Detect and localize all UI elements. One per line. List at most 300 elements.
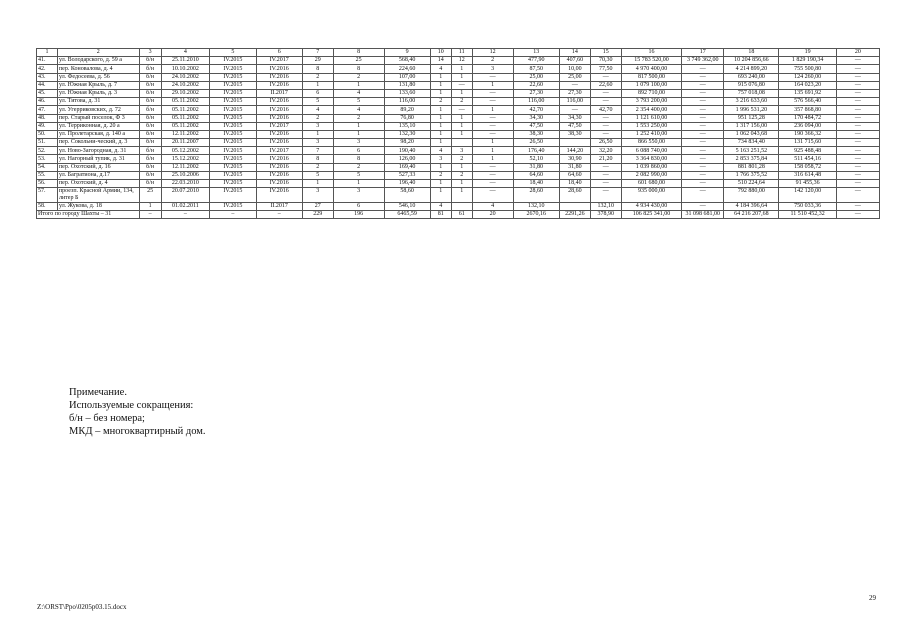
table-cell: 38,30 (559, 130, 590, 138)
table-cell: 45. (37, 89, 58, 97)
table-cell: б/н (139, 163, 161, 171)
table-cell: 693 240,00 (724, 73, 779, 81)
table-cell: 15 783 520,00 (621, 57, 682, 65)
table-cell: 18,40 (559, 180, 590, 188)
table-cell: 18 (724, 49, 779, 57)
table-cell: 132,30 (384, 130, 430, 138)
table-cell: 77,50 (590, 65, 621, 73)
table-cell: 8 (333, 49, 384, 57)
table-cell: 4 (430, 147, 451, 155)
table-cell: — (451, 81, 472, 89)
table-cell: 2670,16 (513, 211, 559, 219)
table-cell: б/н (139, 114, 161, 122)
table-cell: 05.11.2002 (161, 114, 210, 122)
table-cell: 4 184 396,64 (724, 202, 779, 210)
table-cell: 20 (836, 49, 879, 57)
table-cell: 2291,26 (559, 211, 590, 219)
table-cell: IV.2016 (256, 114, 302, 122)
table-cell: — (590, 122, 621, 130)
table-cell: 10 (430, 49, 451, 57)
table-cell: 19 (779, 49, 836, 57)
table-cell: ул. Нагорный тупик, д. 31 (57, 155, 139, 163)
table-row (37, 98, 880, 106)
table-cell: — (559, 81, 590, 89)
table-cell: 5 (302, 98, 333, 106)
table-cell: 11 (451, 49, 472, 57)
table-cell: 3 (333, 139, 384, 147)
table-cell: 98,20 (384, 139, 430, 147)
table-cell: — (472, 73, 513, 81)
table-cell: 133,60 (384, 89, 430, 97)
table-cell: IV.2016 (256, 188, 302, 203)
table-cell: 3 (139, 49, 161, 57)
table-cell: 1 (430, 163, 451, 171)
table-cell: 4 (333, 89, 384, 97)
table-cell: 15.12.2002 (161, 155, 210, 163)
table-cell: — (472, 130, 513, 138)
table-row (37, 139, 880, 147)
table-cell: 76,80 (384, 114, 430, 122)
table-row (37, 73, 880, 81)
table-cell: 1 (430, 122, 451, 130)
table-cell: Итого по городу Шахты – 31 (37, 211, 140, 219)
table-cell: 757 018,08 (724, 89, 779, 97)
table-cell: — (472, 163, 513, 171)
table-cell: 34,30 (513, 114, 559, 122)
table-cell: 1 (472, 106, 513, 114)
table-cell: 8 (302, 65, 333, 73)
table-cell: — (472, 89, 513, 97)
table-cell: IV.2016 (256, 98, 302, 106)
table-cell: 135 691,92 (779, 89, 836, 97)
table-cell: 55. (37, 171, 58, 179)
table-cell: IV.2015 (210, 98, 256, 106)
table-cell: 190,40 (384, 147, 430, 155)
table-cell: — (836, 106, 879, 114)
table-cell: б/н (139, 57, 161, 65)
table-cell: 12 (451, 57, 472, 65)
table-cell: 18,40 (513, 180, 559, 188)
table-cell: б/н (139, 171, 161, 179)
table-cell: — (836, 211, 879, 219)
table-cell: ул. Терриконная, д. 20 а (57, 122, 139, 130)
table-row (37, 57, 880, 65)
table-row (37, 89, 880, 97)
table-cell: 10.10.2002 (161, 65, 210, 73)
table-cell: 1 (430, 73, 451, 81)
table-cell: IV.2016 (256, 171, 302, 179)
table-cell: IV.2015 (210, 139, 256, 147)
table-cell: — (836, 163, 879, 171)
table-cell: – (139, 211, 161, 219)
table-cell: 58,60 (384, 188, 430, 203)
table-cell: 1 (302, 130, 333, 138)
table-cell: 1 829 190,34 (779, 57, 836, 65)
table-cell: проезп. Красной Армии, 134, литер Б (57, 188, 139, 203)
table-cell: 126,00 (384, 155, 430, 163)
table-cell: 22.03.2010 (161, 180, 210, 188)
table-cell: 1 317 156,00 (724, 122, 779, 130)
table-cell: — (836, 171, 879, 179)
table-cell: 28,60 (559, 188, 590, 203)
table-cell: 42,70 (590, 106, 621, 114)
table-row (37, 130, 880, 138)
table-cell: 70,30 (590, 57, 621, 65)
table-cell: 29 (302, 57, 333, 65)
table-cell: — (682, 114, 724, 122)
table-cell: II.2017 (256, 89, 302, 97)
table-cell: 25,00 (513, 73, 559, 81)
table-cell: 2 (472, 57, 513, 65)
table-cell: 3 216 633,60 (724, 98, 779, 106)
table-cell: 3 749 362,00 (682, 57, 724, 65)
table-cell: 17 (682, 49, 724, 57)
table-row (37, 147, 880, 155)
table-row (37, 155, 880, 163)
table-cell: 196 (333, 211, 384, 219)
table-cell: 316 614,48 (779, 171, 836, 179)
table-cell: 7 (302, 147, 333, 155)
file-path-footer: Z:\ORST\Ppo\0205p03.15.docx (37, 603, 127, 611)
table-cell: 1 (451, 73, 472, 81)
table-cell: IV.2015 (210, 114, 256, 122)
table-cell: – (161, 211, 210, 219)
table-cell: — (472, 98, 513, 106)
register-table-body (37, 49, 880, 219)
table-cell: 116,00 (559, 98, 590, 106)
table-cell: 58. (37, 202, 58, 210)
table-cell: — (472, 114, 513, 122)
table-cell: 22,60 (590, 81, 621, 89)
page-number: 29 (869, 594, 876, 602)
table-cell: 4 (333, 106, 384, 114)
table-cell: 176,40 (513, 147, 559, 155)
table-cell: 1 (37, 49, 58, 57)
table-cell: 34,30 (559, 114, 590, 122)
table-cell: 378,90 (590, 211, 621, 219)
table-cell: 6 (256, 49, 302, 57)
table-cell: ул. Володарского, д. 59 а (57, 57, 139, 65)
table-cell: IV.2017 (256, 57, 302, 65)
table-cell: 124 260,00 (779, 73, 836, 81)
table-cell: 26,50 (513, 139, 559, 147)
table-cell: 2 (430, 98, 451, 106)
table-cell: 8 (302, 155, 333, 163)
table-cell: IV.2015 (210, 122, 256, 130)
table-row (37, 188, 880, 203)
table-cell: 1 553 250,00 (621, 122, 682, 130)
table-cell: 2 853 375,84 (724, 155, 779, 163)
table-cell: IV.2015 (210, 202, 256, 210)
table-cell: — (472, 180, 513, 188)
table-cell: 568,40 (384, 57, 430, 65)
table-cell: 1 (430, 114, 451, 122)
table-cell: 5 (302, 171, 333, 179)
table-cell: 357 868,80 (779, 106, 836, 114)
table-row (37, 106, 880, 114)
table-cell: 8 (333, 65, 384, 73)
table-cell: 64,60 (513, 171, 559, 179)
table-cell: 1 (333, 180, 384, 188)
table-cell: 50. (37, 130, 58, 138)
note-line: б/н – без номера; (69, 413, 145, 424)
table-cell: 4 970 400,00 (621, 65, 682, 73)
table-cell: б/н (139, 155, 161, 163)
table-cell: 3 (302, 188, 333, 203)
table-cell: 01.02.2011 (161, 202, 210, 210)
table-cell: 2 (57, 49, 139, 57)
table-cell: IV.2016 (256, 81, 302, 89)
table-cell: 236 094,00 (779, 122, 836, 130)
table-cell: 41. (37, 57, 58, 65)
table-cell: — (836, 155, 879, 163)
table-cell: 4 (161, 49, 210, 57)
table-cell: 510 224,64 (724, 180, 779, 188)
table-cell: 43. (37, 73, 58, 81)
table-cell: IV.2015 (210, 180, 256, 188)
table-cell: 29.10.2002 (161, 89, 210, 97)
table-cell: ул. Федосеева, д. 56 (57, 73, 139, 81)
table-cell: IV.2016 (256, 130, 302, 138)
table-cell: 51. (37, 139, 58, 147)
table-cell: IV.2017 (256, 122, 302, 130)
table-cell: — (836, 122, 879, 130)
table-cell: пер. Охотский, д. 16 (57, 163, 139, 171)
table-cell: 27,30 (559, 89, 590, 97)
table-cell: 1 079 100,00 (621, 81, 682, 89)
table-cell: 6 088 740,00 (621, 147, 682, 155)
table-cell: 26,50 (590, 139, 621, 147)
table-cell: IV.2015 (210, 188, 256, 203)
table-cell: ул. Ново-Загородная, д. 31 (57, 147, 139, 155)
table-cell: 935 000,00 (621, 188, 682, 203)
table-cell: 4 214 899,20 (724, 65, 779, 73)
table-cell: — (682, 130, 724, 138)
table-cell: — (682, 106, 724, 114)
table-cell: — (836, 188, 879, 203)
table-cell: 49. (37, 122, 58, 130)
table-total-row (37, 211, 880, 219)
table-cell: б/н (139, 98, 161, 106)
table-cell: 89,20 (384, 106, 430, 114)
table-cell: IV.2016 (256, 73, 302, 81)
table-cell: IV.2015 (210, 57, 256, 65)
table-cell: — (836, 139, 879, 147)
table-cell: 196,40 (384, 180, 430, 188)
table-cell: 1 (472, 139, 513, 147)
table-cell: – (256, 211, 302, 219)
table-cell: б/н (139, 122, 161, 130)
table-cell: 951 125,28 (724, 114, 779, 122)
table-cell: IV.2015 (210, 171, 256, 179)
table-cell: 106 825 341,00 (621, 211, 682, 219)
table-cell: 1 (451, 130, 472, 138)
table-cell: 4 (430, 202, 451, 210)
table-cell: 47,50 (513, 122, 559, 130)
table-cell: 755 500,80 (779, 65, 836, 73)
table-cell: 1 039 860,00 (621, 163, 682, 171)
table-cell: ул. Пролетарская, д. 140 а (57, 130, 139, 138)
table-cell: 1 (451, 163, 472, 171)
table-cell: 10,00 (559, 65, 590, 73)
table-cell: 1 (451, 188, 472, 203)
table-cell: — (836, 114, 879, 122)
table-cell: 91 455,36 (779, 180, 836, 188)
table-cell: — (836, 130, 879, 138)
table-cell: 131,80 (384, 81, 430, 89)
table-cell: 14 (559, 49, 590, 57)
table-cell: 6 (302, 89, 333, 97)
table-cell: 52. (37, 147, 58, 155)
table-cell: IV.2015 (210, 73, 256, 81)
table-cell: IV.2016 (256, 163, 302, 171)
table-cell: IV.2015 (210, 65, 256, 73)
table-cell: 2 (333, 163, 384, 171)
table-cell: 57. (37, 188, 58, 203)
table-cell: 54. (37, 163, 58, 171)
table-cell: 881 801,28 (724, 163, 779, 171)
table-cell: — (590, 163, 621, 171)
table-cell: 792 880,00 (724, 188, 779, 203)
table-cell: — (682, 147, 724, 155)
table-cell: 1 (430, 106, 451, 114)
table-cell: пер. Коновалова, д. 4 (57, 65, 139, 73)
table-cell: — (682, 65, 724, 73)
table-cell: 817 500,00 (621, 73, 682, 81)
table-cell: 6 (333, 202, 384, 210)
table-cell: 3 (302, 139, 333, 147)
table-cell: 3 (302, 122, 333, 130)
table-cell: 915 076,80 (724, 81, 779, 89)
table-cell: 25.10.2006 (161, 171, 210, 179)
table-cell: 1 (451, 180, 472, 188)
table-cell: 1 252 410,00 (621, 130, 682, 138)
table-cell: 132,10 (590, 202, 621, 210)
table-cell: 229 (302, 211, 333, 219)
table-cell: — (836, 65, 879, 73)
table-row (37, 163, 880, 171)
table-cell: 4 (302, 106, 333, 114)
table-cell: — (590, 98, 621, 106)
table-row (37, 202, 880, 210)
table-cell: 750 033,36 (779, 202, 836, 210)
table-cell: IV.2016 (256, 139, 302, 147)
table-cell: 2 (430, 171, 451, 179)
table-cell: 158 058,72 (779, 163, 836, 171)
table-cell: 2 (451, 155, 472, 163)
table-cell: 6 (333, 147, 384, 155)
table-cell: 32,20 (590, 147, 621, 155)
table-cell: 224,60 (384, 65, 430, 73)
table-cell: — (836, 73, 879, 81)
table-cell (559, 202, 590, 210)
table-cell: — (682, 188, 724, 203)
table-cell: 1 (451, 65, 472, 73)
table-cell: — (836, 202, 879, 210)
table-cell: 5 163 251,52 (724, 147, 779, 155)
table-cell: 2 (302, 163, 333, 171)
table-cell: IV.2016 (256, 180, 302, 188)
table-cell: 1 (430, 188, 451, 203)
table-cell: 47. (37, 106, 58, 114)
table-cell: 05.11.2002 (161, 98, 210, 106)
table-cell: — (590, 89, 621, 97)
table-cell: — (682, 163, 724, 171)
table-cell: IV.2015 (210, 89, 256, 97)
table-cell: 24.10.2002 (161, 81, 210, 89)
table-cell: 15 (590, 49, 621, 57)
table-cell: 1 (451, 89, 472, 97)
table-cell: — (682, 139, 724, 147)
table-cell: 132,10 (513, 202, 559, 210)
table-cell: 5 (333, 171, 384, 179)
table-cell: пер. Сокольни-ческий, д. 3 (57, 139, 139, 147)
table-cell: 11 510 452,32 (779, 211, 836, 219)
table-cell: 16 (621, 49, 682, 57)
table-cell: ул. Южная Крыль, д. 7 (57, 81, 139, 89)
table-cell: 56. (37, 180, 58, 188)
table-cell: 527,33 (384, 171, 430, 179)
table-cell: 2 082 990,00 (621, 171, 682, 179)
table-cell: — (682, 73, 724, 81)
table-cell: 1 (430, 130, 451, 138)
table-cell: 20 (472, 211, 513, 219)
table-cell: 1 (451, 122, 472, 130)
table-cell: 1 (302, 180, 333, 188)
table-cell: 2 (333, 73, 384, 81)
table-cell: 10 204 856,66 (724, 57, 779, 65)
table-cell: 87,50 (513, 65, 559, 73)
table-cell: 3 (472, 65, 513, 73)
table-cell: ул. Жукова, д. 18 (57, 202, 139, 210)
table-cell: — (590, 130, 621, 138)
table-cell: 52,10 (513, 155, 559, 163)
table-cell: IV.2015 (210, 106, 256, 114)
table-cell: 135,10 (384, 122, 430, 130)
table-cell: б/н (139, 81, 161, 89)
table-cell: 25 (139, 188, 161, 203)
table-cell: 3 793 200,00 (621, 98, 682, 106)
table-cell: 31,80 (559, 163, 590, 171)
table-cell: 169,40 (384, 163, 430, 171)
note-line: МКД – многоквартирный дом. (69, 426, 206, 437)
table-cell: — (682, 89, 724, 97)
register-table (36, 48, 880, 219)
table-cell: б/н (139, 130, 161, 138)
table-row (37, 81, 880, 89)
table-cell: 05.11.2002 (161, 106, 210, 114)
table-cell: 2 (302, 114, 333, 122)
table-cell: IV.2015 (210, 163, 256, 171)
table-cell: 25.11.2010 (161, 57, 210, 65)
table-cell: — (590, 171, 621, 179)
table-cell: 12.11.2002 (161, 130, 210, 138)
table-cell: IV.2015 (210, 81, 256, 89)
table-cell: 734 834,40 (724, 139, 779, 147)
table-cell: — (682, 202, 724, 210)
table-cell: 164 023,20 (779, 81, 836, 89)
table-cell: — (836, 180, 879, 188)
table-cell (451, 139, 472, 147)
table-cell: 1 062 043,68 (724, 130, 779, 138)
table-cell: 27,30 (513, 89, 559, 97)
table-cell: IV.2016 (256, 155, 302, 163)
table-cell: — (451, 106, 472, 114)
register-table-container (36, 48, 880, 219)
table-cell: 2 (451, 98, 472, 106)
table-cell: — (590, 73, 621, 81)
table-cell: 131 715,60 (779, 139, 836, 147)
